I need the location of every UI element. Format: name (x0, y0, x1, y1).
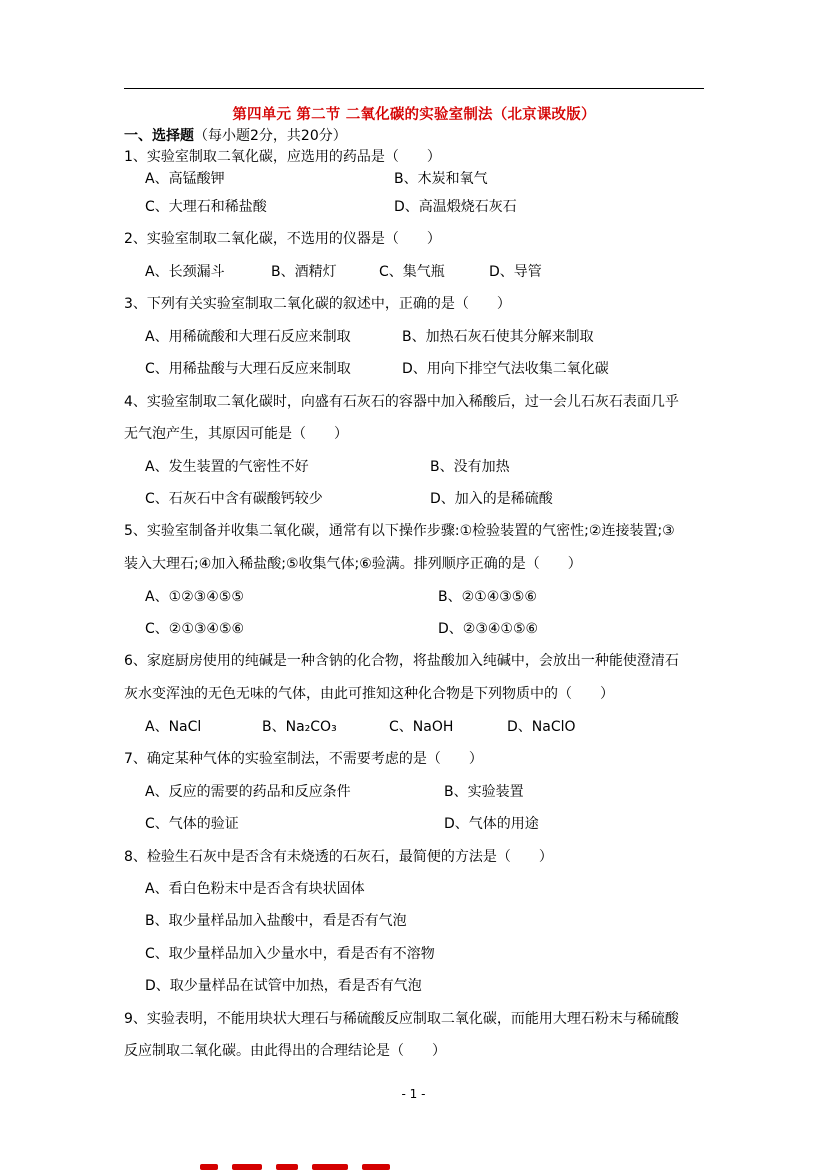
question-5-stem-line-2: 装入大理石;④加入稀盐酸;⑤收集气体;⑥验满。排列顺序正确的是（ ） (124, 556, 582, 572)
question-4-option-c: C、石灰石中含有碳酸钙较少 (145, 491, 323, 507)
question-4-stem-line-1: 4、实验室制取二氧化碳时，向盛有石灰石的容器中加入稀酸后，过一会儿石灰石表面几乎 (124, 394, 679, 410)
question-9-stem-line-1: 9、实验表明，不能用块状大理石与稀硫酸反应制取二氧化碳，而能用大理石粉末与稀硫酸 (124, 1011, 679, 1027)
question-8-option-a: A、看白色粉末中是否含有块状固体 (145, 881, 365, 897)
question-4-option-a: A、发生装置的气密性不好 (145, 459, 309, 475)
question-5-stem-line-1: 5、实验室制备并收集二氧化碳，通常有以下操作步骤:①检验装置的气密性;②连接装置;③ (124, 523, 675, 539)
question-7-option-d: D、气体的用途 (444, 816, 539, 832)
question-1-option-b: B、木炭和氧气 (394, 171, 488, 187)
header-rule (124, 88, 704, 89)
question-4-option-d: D、加入的是稀硫酸 (430, 491, 553, 507)
page-number: - 1 - (401, 1087, 426, 1101)
question-1-option-c: C、大理石和稀盐酸 (145, 199, 267, 215)
document-title: 第四单元 第二节 二氧化碳的实验室制法（北京课改版） (232, 107, 596, 123)
question-6-stem-line-1: 6、家庭厨房使用的纯碱是一种含钠的化合物，将盐酸加入纯碱中，会放出一种能使澄清石 (124, 653, 679, 669)
question-2-option-b: B、酒精灯 (271, 264, 337, 280)
question-5-option-d: D、②③④①⑤⑥ (438, 621, 539, 637)
question-9-stem-line-2: 反应制取二氧化碳。由此得出的合理结论是（ ） (124, 1043, 446, 1059)
question-8-option-b: B、取少量样品加入盐酸中，看是否有气泡 (145, 913, 407, 929)
question-3-stem: 3、下列有关实验室制取二氧化碳的叙述中，正确的是（ ） (124, 296, 511, 312)
question-4-stem-line-2: 无气泡产生，其原因可能是（ ） (124, 426, 348, 442)
question-8-stem: 8、检验生石灰中是否含有未烧透的石灰石，最简便的方法是（ ） (124, 849, 553, 865)
question-6-option-a: A、NaCl (145, 719, 202, 735)
cut-off-red-text (200, 1158, 470, 1170)
question-2-option-c: C、集气瓶 (379, 264, 445, 280)
question-6-stem-line-2: 灰水变浑浊的无色无味的气体，由此可推知这种化合物是下列物质中的（ ） (124, 686, 614, 702)
question-3-option-c: C、用稀盐酸与大理石反应来制取 (145, 361, 351, 377)
question-1-stem: 1、实验室制取二氧化碳，应选用的药品是（ ） (124, 149, 441, 165)
section-heading (124, 125, 347, 145)
question-3-option-b: B、加热石灰石使其分解来制取 (402, 329, 594, 345)
question-3-option-d: D、用向下排空气法收集二氧化碳 (402, 361, 609, 377)
question-2-option-d: D、导管 (489, 264, 542, 280)
question-1-option-a: A、高锰酸钾 (145, 171, 225, 187)
question-5-option-c: C、②①③④⑤⑥ (145, 621, 245, 637)
question-2-stem: 2、实验室制取二氧化碳，不选用的仪器是（ ） (124, 231, 441, 247)
question-6-option-d: D、NaClO (507, 719, 576, 735)
question-7-stem: 7、确定某种气体的实验室制法，不需要考虑的是（ ） (124, 751, 483, 767)
question-5-option-b: B、②①④③⑤⑥ (438, 589, 537, 605)
question-2-option-a: A、长颈漏斗 (145, 264, 225, 280)
section-note: （每小题2分，共20分） (194, 128, 347, 144)
question-7-option-b: B、实验装置 (444, 784, 524, 800)
question-7-option-c: C、气体的验证 (145, 816, 239, 832)
question-3-option-a: A、用稀硫酸和大理石反应来制取 (145, 329, 351, 345)
question-7-option-a: A、反应的需要的药品和反应条件 (145, 784, 351, 800)
question-8-option-d: D、取少量样品在试管中加热，看是否有气泡 (145, 978, 422, 994)
question-5-option-a: A、①②③④⑤⑤ (145, 589, 244, 605)
question-6-option-b: B、Na₂CO₃ (262, 719, 337, 735)
question-6-option-c: C、NaOH (389, 719, 454, 735)
question-4-option-b: B、没有加热 (430, 459, 510, 475)
question-1-option-d: D、高温煅烧石灰石 (394, 199, 517, 215)
section-label: 一、选择题 (124, 128, 194, 144)
question-8-option-c: C、取少量样品加入少量水中，看是否有不溶物 (145, 946, 435, 962)
